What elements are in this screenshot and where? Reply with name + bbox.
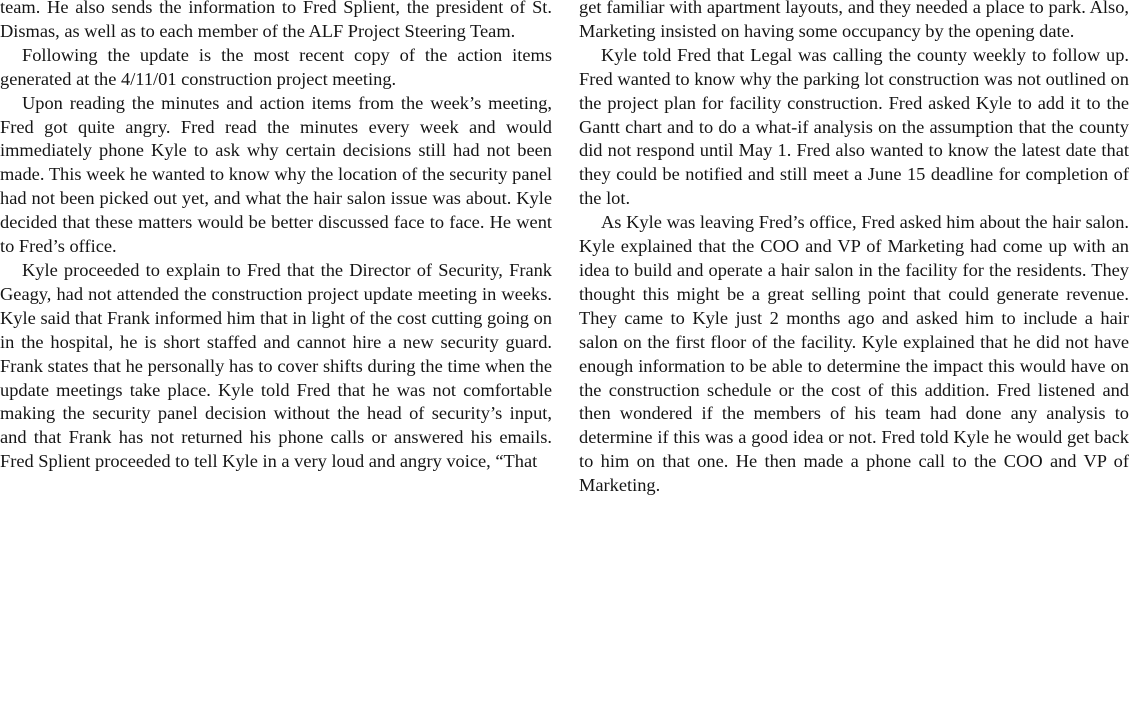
paragraph: Kyle proceeded to explain to Fred that the Director of Security, Frank Geagy, had not attended the construction project update meeting in weeks. Kyle said that Frank informed him that in light of the cost cutting going on in the hospital, he is short staffed and cannot hire a new security guard. Frank states that he personally has to cover shifts during the time when the update meetings take place. Kyle told Fred that he was not comfortable making the security panel decision without the head of security’s input, and that Frank has not returned his phone calls or answered his emails. Fred Splient proceeded to tell Kyle in a very loud and angry voice, “That (0, 259, 552, 472)
right-text-column (579, 0, 1129, 498)
paragraph: Following the update is the most recent copy of the action items generated at the 4/11/01 construction project meeting. (0, 44, 552, 89)
paragraph: Kyle told Fred that Legal was calling the county weekly to follow up. Fred wanted to know why the parking lot construction was not outlined on the project plan for facility construction. Fred asked Kyle to add it to the Gantt chart and to do a what-if analysis on the assumption that the county did not respond until May 1. Fred also wanted to know the latest date that they could be notified and still meet a June 15 deadline for completion of the lot. (579, 44, 1129, 209)
left-text-column (0, 0, 552, 474)
paragraph: As Kyle was leaving Fred’s office, Fred asked him about the hair salon. Kyle explained that the COO and VP of Marketing had come up with an idea to build and operate a hair salon in the facility for the residents. They thought this might be a great selling point that could generate revenue. They came to Kyle just 2 months ago and asked him to include a hair salon on the first floor of the facility. Kyle explained that he did not have enough information to be able to determine the impact this would have on the construction schedule or the cost of this addition. Fred listened and then wondered if the members of his team had done any analysis to determine if this was a good idea or not. Fred told Kyle he would get back to him on that one. He then made a phone call to the COO and VP of Marketing. (579, 212, 1129, 496)
paragraph: team. He also sends the information to Fred Splient, the president of St. Dismas, as well as to each member of the ALF Project Steering Team. (0, 0, 552, 41)
paragraph: get familiar with apartment layouts, and they needed a place to park. Also, Marketing insisted on having some occupancy by the opening date. (579, 0, 1129, 41)
paragraph: Upon reading the minutes and action items from the week’s meeting, Fred got quite angry. Fred read the minutes every week and would immediately phone Kyle to ask why certain decisions still had not been made. This week he wanted to know why the location of the security panel had not been picked out yet, and what the hair salon issue was about. Kyle decided that these matters would be better discussed face to face. He went to Fred’s office. (0, 92, 552, 257)
